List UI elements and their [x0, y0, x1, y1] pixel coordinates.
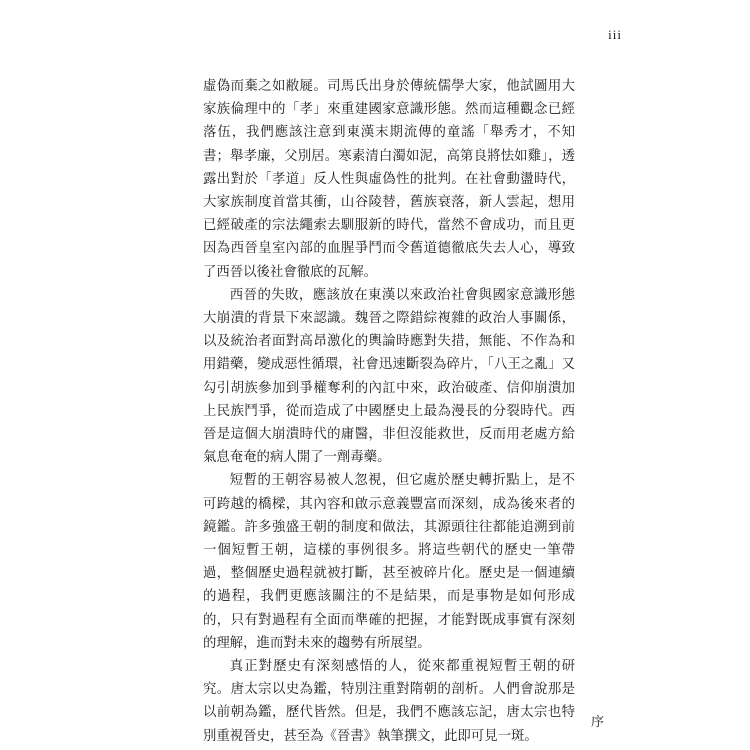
paragraph-3: 短暫的王朝容易被人忽視，但它處於歷史轉折點上，是不可跨越的橋樑，其內容和啟示意義豐富而深刻，成為後來者的鏡鑑。許多強盛王朝的制度和做法，其源頭往往都能追溯到前一個短暫王朝，這樣的事例很多。將這些朝代的歷史一筆帶過，整個歷史過程就被打斷，甚至被碎片化。歷史是一個連續的過程，我們更應該關注的不是結果，而是事物是如何形成的，只有對過程有全面而準確的把握，才能對既成事實有深刻的理解，進而對未來的趨勢有所展望。 — [203, 473, 575, 651]
page-number: iii — [608, 27, 622, 42]
body-text — [203, 75, 575, 748]
paragraph-1: 虛偽而棄之如敝屣。司馬氏出身於傳統儒學大家，他試圖用大家族倫理中的「孝」來重建國家意識形態。然而這種觀念已經落伍，我們應該注意到東漢末期流傳的童謠「舉秀才，不知書；舉孝廉，父別居。寒素清白濁如泥，高第良將怯如雞」，透露出對於「孝道」反人性與虛偽性的批判。在社會動盪時代，大家族制度首當其衝，山谷陵替，舊族衰落，新人雲起，想用已經破產的宗法繩索去馴服新的時代，當然不會成功，而且更因為西晉皇室內部的血腥爭鬥而令舊道德徹底失去人心，導致了西晉以後社會徹底的瓦解。 — [203, 79, 575, 280]
paragraph-4: 真正對歷史有深刻感悟的人，從來都重視短暫王朝的研究。唐太宗以史為鑑，特別注重對隋朝的剖析。人們會說那是以前朝為鑑，歷代皆然。但是，我們不應該忘記，唐太宗也特別重視晉史，甚至為《晉書》執筆撰文，此即可見一斑。 — [203, 659, 575, 744]
section-label: 序 — [590, 715, 604, 730]
paragraph-2: 西晉的失敗，應該放在東漢以來政治社會與國家意識形態大崩潰的背景下來認識。魏晉之際錯綜複雜的政治人事關係，以及統治者面對高昂激化的輿論時應對失措，無能、不作為和用錯藥，變成惡性循環，社會迅速斷裂為碎片，「八王之亂」又勾引胡族參加到爭權奪利的內訌中來，政治破產、信仰崩潰加上民族鬥爭，從而造成了中國歷史上最為漫長的分裂時代。西晉是這個大崩潰時代的庸醫，非但沒能救世，反而用老處方給氣息奄奄的病人開了一劑毒藥。 — [203, 287, 575, 466]
